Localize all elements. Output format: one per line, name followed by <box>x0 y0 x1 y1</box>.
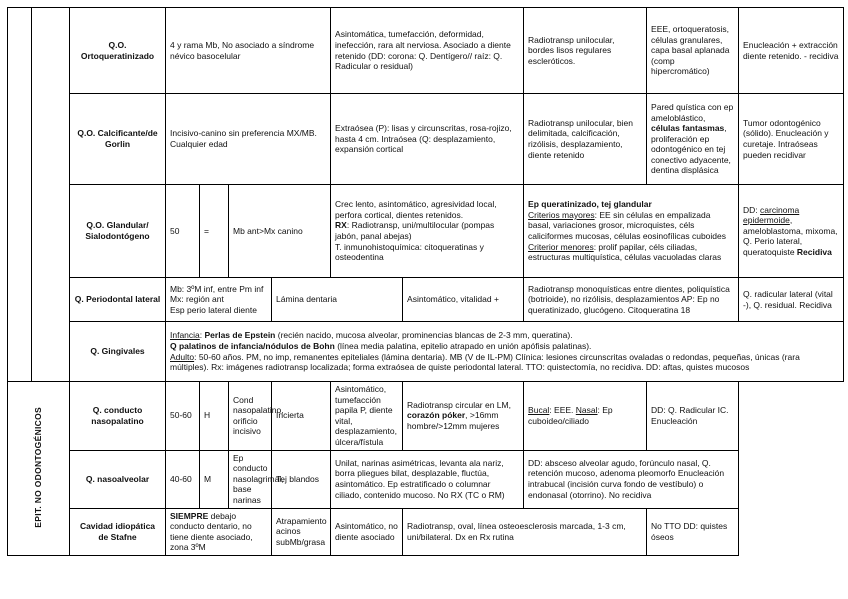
gingival-description-cell: Infancia: Perlas de Epstein (recién nacido, mucosa alveolar, prominencias blancas de 2-3 mm, queratina). Q palatinos de infancia/nódulos de Bohn (línea media palatina, epitelio atrapado en unión apófisis palatinas). Adulto: 50-60 años. PM, no imp, remanentes epiteliales (lámina dentaria). MB (V de IL-PM) Clínica: lesiones circunscritas ovaladas o redondas, pequeñas, únicas (rara múltiples). Rx: imágenes radiotransp localizada; forma extraósea de quiste periodontal lateral. TTO: quistectomía, no recidiva. DD: aftas, quistes mucosos <box>166 322 844 382</box>
sex-cell: = <box>200 185 229 278</box>
clinic-cell: Asintomático, vitalidad + <box>403 278 524 322</box>
histology-cell: Bucal: EEE. Nasal: Ep cuboideo/ciliado <box>524 382 647 451</box>
cyst-comparison-table <box>7 7 844 556</box>
treatment-cell: DD: Q. Radicular IC. Enucleación <box>647 382 739 451</box>
row-name: Q.O. Calcificante/de Gorlin <box>70 94 166 185</box>
table-row <box>8 94 844 185</box>
location-cell: Incisivo-canino sin preferencia MX/MB. Cualquier edad <box>166 94 331 185</box>
section-sublabel-cell <box>32 8 70 382</box>
row-name: Q.O. Glandular/ Sialodontógeno <box>70 185 166 278</box>
radiology-histology-cell: Radiotransp monoquísticas entre dientes, poliquística (botrioide), no rizólisis, desplazamientos AP: Ep no queratinizado, glucógeno. Citoqueratina 18 <box>524 278 739 322</box>
clinic-cell: Crec lento, asintomático, agresividad local, perfora cortical, dientes retenidos. RX: Radiotransp, uni/multilocular (pompas jabón, panal abejas) T. inmunohistoquímica: citoqueratinas y osteodentina <box>331 185 524 278</box>
row-name: Q. Gingivales <box>70 322 166 382</box>
origin-cell: Tej blandos <box>272 450 331 508</box>
radiology-cell: Radiotransp circular en LM, corazón póker, >16mm hombre/>12mm mujeres <box>403 382 524 451</box>
histology-cell: Pared quística con ep ameloblástico, células fantasmas, proliferación ep odontogénico en tej conectivo adyacente, dentina displásica <box>647 94 739 185</box>
section-label-non-odontogenic: EPIT. NO ODONTOGÉNICOS <box>8 382 70 556</box>
table-row <box>8 8 844 94</box>
clinic-cell: Asintomática, tumefacción, deformidad, inefección, rara alt nerviosa. Asociado a diente retenido (DD: corona: Q. Dentígero// raíz: Q. Radicular o residual) <box>331 8 524 94</box>
treatment-cell: Tumor odontogénico (sólido). Enucleación y curetaje. Intraóseas pueden recidivar <box>739 94 844 185</box>
table-row <box>8 185 844 278</box>
age-cell: 40-60 <box>166 450 200 508</box>
histology-cell: Ep queratinizado, tej glandular Criterios mayores: EE sin células en empalizada basal, variaciones grosor, microquistes, céls caliciformes mucosas, células eosinofílicas cuboides Criterior menores: prolif papilar, céls ciliadas, estructuras multiquística, células vacuoladas claras <box>524 185 739 278</box>
origin-cell: Incierta <box>272 382 331 451</box>
table-row <box>8 322 844 382</box>
origin-cell: Lámina dentaria <box>272 278 403 322</box>
histology-cell: EEE, ortoqueratosis, células granulares, capa basal aplanada (comp hipercromático) <box>647 8 739 94</box>
radiology-cell: Radiotransp unilocular, bordes lisos regulares escleróticos. <box>524 8 647 94</box>
sex-cell: H <box>200 382 229 451</box>
age-cell: 50-60 <box>166 382 200 451</box>
treatment-cell: Enucleación + extracción diente retenido. - recidiva <box>739 8 844 94</box>
clinic-cell: Unilat, narinas asimétricas, levanta ala nariz, borra pliegues bilat, desplazable, fluctúa, asintomático. Ep estratificado o columnar ciliado, contenido mucoso. No RX (TC o RM) <box>331 450 524 508</box>
table-row <box>8 382 844 451</box>
treatment-cell: Q. radicular lateral (vital -), Q. residual. Recidiva <box>739 278 844 322</box>
table-row <box>8 508 844 555</box>
row-name: Q. conducto nasopalatino <box>70 382 166 451</box>
treatment-cell: DD: absceso alveolar agudo, forúnculo nasal, Q. retención mucoso, adenoma pleomorfo Enucleación intrabucal (incisión curva fondo de vestíbulo) o endonasal (otorrino). No recidiva <box>524 450 739 508</box>
age-cell: 50 <box>166 185 200 278</box>
row-name: Q. Periodontal lateral <box>70 278 166 322</box>
treatment-cell: No TTO DD: quistes óseos <box>647 508 739 555</box>
location-cell: Mb: 3ºM inf, entre Pm inf Mx: región ant Esp perio lateral diente <box>166 278 272 322</box>
location-cell: Cond nasopalatino, orificio incisivo <box>229 382 272 451</box>
table-row <box>8 278 844 322</box>
table-row <box>8 450 844 508</box>
radiology-cell: Radiotransp unilocular, bien delimitada, calcificación, rizólisis, desplazamiento, diente retenido <box>524 94 647 185</box>
location-cell: SIEMPRE debajo conducto dentario, no tiene diente asociado, zona 3ºM <box>166 508 272 555</box>
location-cell: 4 y rama Mb, No asociado a síndrome névico basocelular <box>166 8 331 94</box>
location-cell: Ep conducto nasolagrimal, base narinas <box>229 450 272 508</box>
location-cell: Mb ant>Mx canino <box>229 185 331 278</box>
row-name: Q. nasoalveolar <box>70 450 166 508</box>
clinic-cell: Extraósea (P): lisas y circunscritas, rosa-rojizo, hasta 4 cm. Intraósea (Q: desplazamiento, expansión cortical <box>331 94 524 185</box>
section-label-odontogenic <box>8 8 32 382</box>
sex-cell: M <box>200 450 229 508</box>
clinic-cell: Asintomático, no diente asociado <box>331 508 403 555</box>
radiology-cell: Radiotransp, oval, línea osteoesclerosis marcada, 1-3 cm, uni/bilateral. Dx en Rx rutina <box>403 508 647 555</box>
row-name: Q.O. Ortoqueratinizado <box>70 8 166 94</box>
row-name: Cavidad idiopática de Stafne <box>70 508 166 555</box>
origin-cell: Atrapamiento acinos subMb/grasa <box>272 508 331 555</box>
clinic-cell: Asintomático, tumefacción papila P, diente vital, desplazamiento, úlcera/fístula <box>331 382 403 451</box>
treatment-cell: DD: carcinoma epidermoide, ameloblastoma, mixoma, Q. Perio lateral, queratoquiste Recidiva <box>739 185 844 278</box>
